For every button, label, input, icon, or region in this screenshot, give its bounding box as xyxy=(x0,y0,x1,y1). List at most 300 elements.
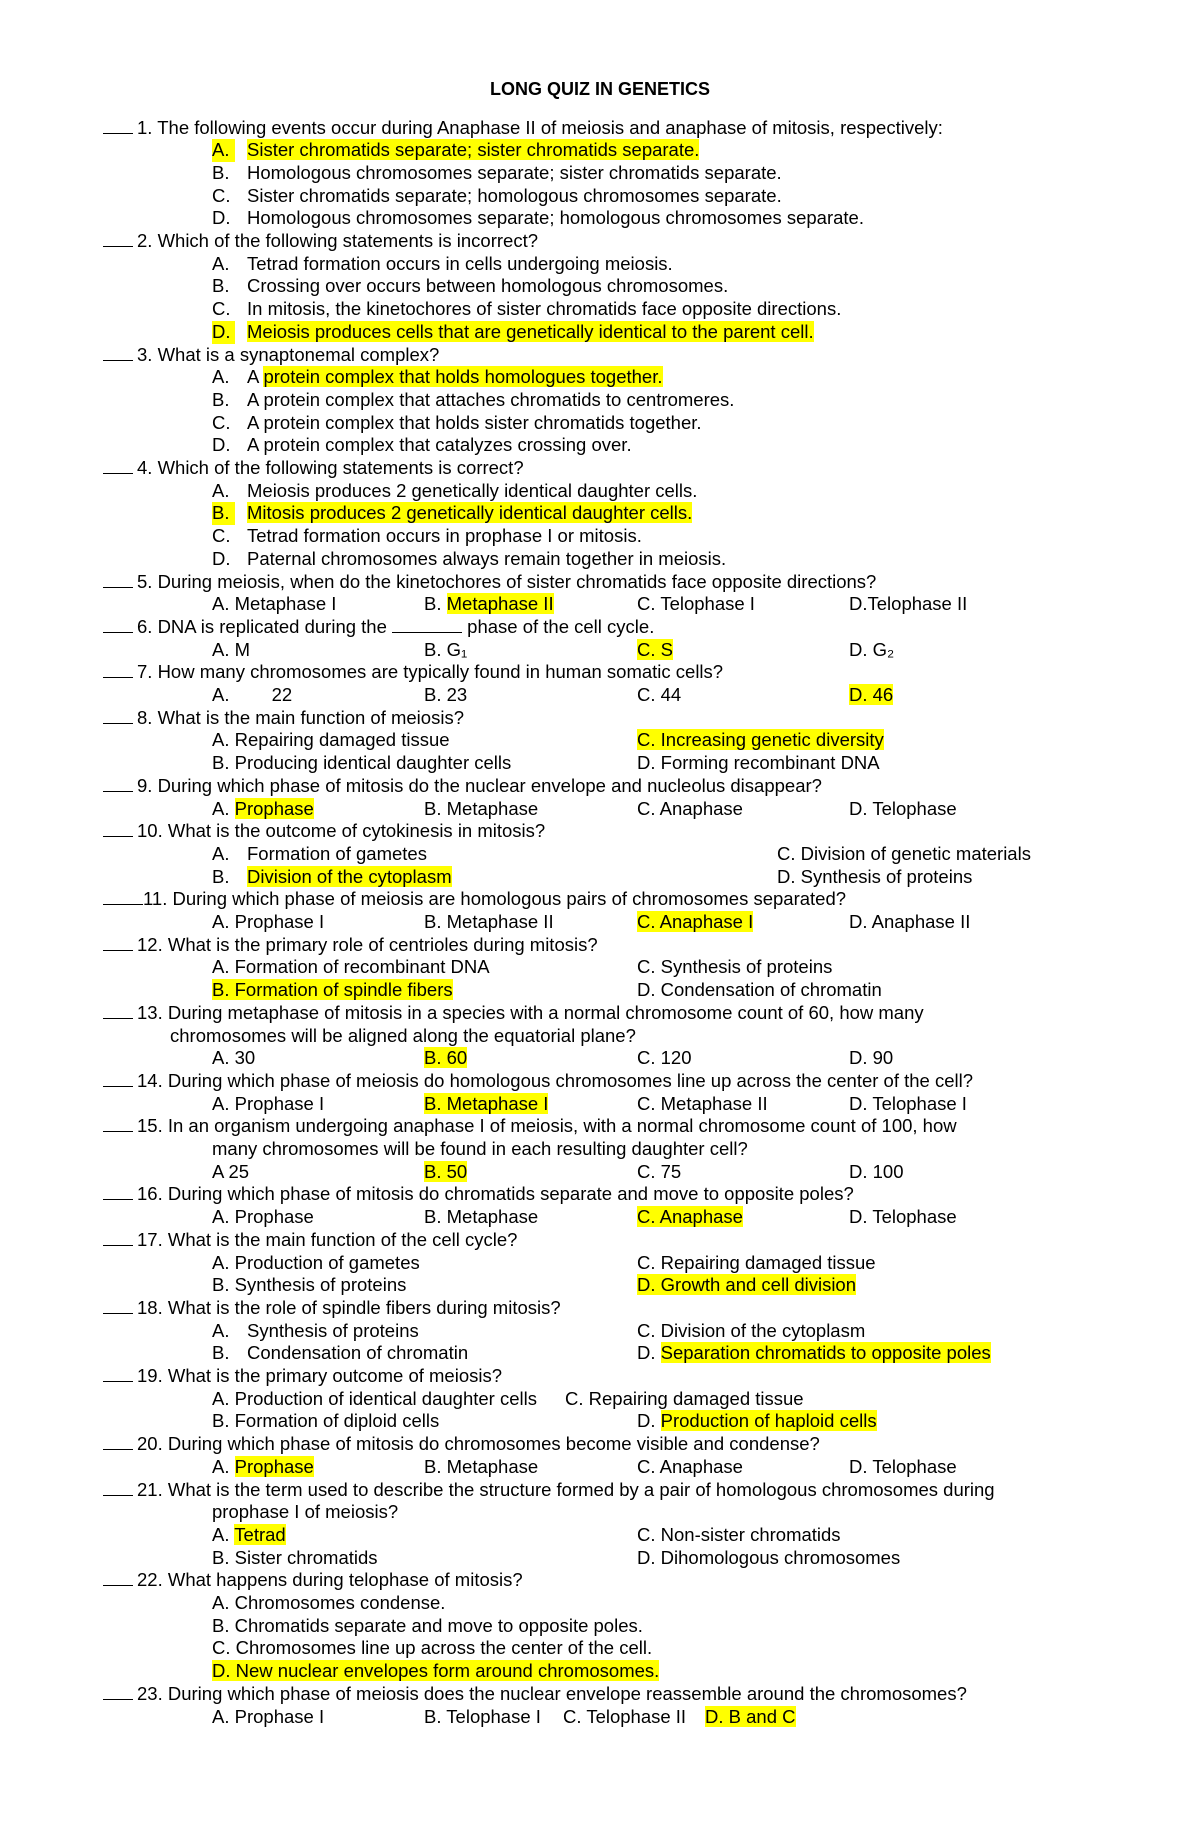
answer-option[interactable] xyxy=(424,684,467,707)
option-letter: D. xyxy=(212,321,235,344)
answer-option[interactable] xyxy=(212,1342,468,1365)
option-gap xyxy=(656,1274,661,1295)
question-text: 21. What is the term used to describe the structure formed by a pair of homologous chromosomes during xyxy=(137,1478,995,1500)
option-letter: C. xyxy=(637,1092,656,1114)
option-letter: B. xyxy=(424,1206,442,1228)
answer-option[interactable] xyxy=(424,1093,548,1116)
question-text: 4. Which of the following statements is correct? xyxy=(137,457,524,478)
answer-option[interactable] xyxy=(212,979,453,1002)
answer-option[interactable] xyxy=(424,911,554,934)
answer-blank[interactable] xyxy=(103,1480,133,1496)
answer-blank[interactable] xyxy=(103,617,133,633)
answer-option[interactable] xyxy=(637,1161,681,1184)
option-letter: A. xyxy=(212,1092,230,1114)
answer-option[interactable] xyxy=(637,1456,743,1479)
answer-option[interactable] xyxy=(637,979,882,1002)
option-letter: B. xyxy=(212,1546,230,1568)
option-letter: B. xyxy=(212,1274,230,1296)
answer-option[interactable] xyxy=(212,1706,324,1729)
answer-option[interactable] xyxy=(777,866,972,889)
quiz-line xyxy=(212,798,1200,821)
answer-option[interactable] xyxy=(212,412,702,433)
answer-option[interactable] xyxy=(212,639,250,662)
option-letter: C. xyxy=(777,842,796,864)
question-text: 9. During which phase of mitosis do the nuclear envelope and nucleolus disappear? xyxy=(137,774,822,796)
question-text: 19. What is the primary outcome of meiosis? xyxy=(137,1365,503,1386)
option-letter: B. xyxy=(424,1092,442,1114)
answer-option[interactable] xyxy=(849,593,967,616)
question-text: 10. What is the outcome of cytokinesis in mitosis? xyxy=(137,820,546,842)
quiz-line xyxy=(212,1547,1200,1570)
answer-option[interactable] xyxy=(637,1274,856,1297)
answer-option[interactable] xyxy=(212,593,336,616)
option-letter: A. xyxy=(212,1455,230,1477)
answer-option[interactable] xyxy=(212,798,314,821)
option-letter: B. xyxy=(212,502,235,525)
question-text: 14. During which phase of meiosis do homologous chromosomes line up across the center of the cell? xyxy=(137,1069,974,1091)
option-text: Metaphase II xyxy=(446,593,554,615)
answer-option[interactable] xyxy=(637,1252,876,1275)
answer-option[interactable] xyxy=(212,1274,406,1297)
option-text: Condensation of chromatin xyxy=(660,979,882,1001)
quiz-line xyxy=(103,344,439,367)
option-letter: C. xyxy=(637,1523,656,1545)
answer-option[interactable] xyxy=(212,275,728,296)
option-letter: B. xyxy=(212,979,230,1001)
option-text: Telophase I xyxy=(446,1705,541,1727)
option-text: Telophase xyxy=(872,797,957,819)
option-text: Homologous chromosomes separate; homologous chromosomes separate. xyxy=(247,207,864,229)
option-text: 100 xyxy=(872,1160,904,1182)
answer-option[interactable] xyxy=(424,1706,541,1729)
quiz-line xyxy=(103,1002,924,1025)
answer-blank[interactable] xyxy=(103,1684,133,1700)
option-text: Sister chromatids separate; sister chromatids separate. xyxy=(247,139,700,161)
option-letter: B. xyxy=(212,388,230,410)
option-text: Growth and cell division xyxy=(660,1274,857,1296)
option-letter: B. xyxy=(424,1455,442,1477)
option-gap xyxy=(231,1660,236,1681)
question-text: phase of the cell cycle. xyxy=(467,615,655,637)
answer-blank[interactable] xyxy=(103,776,133,792)
quiz-line xyxy=(212,911,1200,934)
answer-blank[interactable] xyxy=(103,889,143,905)
answer-option[interactable] xyxy=(637,1206,743,1229)
answer-option[interactable] xyxy=(849,639,894,662)
option-letter: C. xyxy=(637,1206,656,1228)
option-text: Metaphase I xyxy=(446,1092,549,1114)
answer-option[interactable] xyxy=(212,1660,659,1681)
answer-blank[interactable] xyxy=(103,708,133,724)
option-letter: B. xyxy=(424,911,442,932)
option-text: Prophase xyxy=(234,797,314,819)
answer-blank[interactable] xyxy=(103,458,133,474)
option-letter: D. xyxy=(705,1705,724,1727)
quiz-line xyxy=(103,820,545,843)
answer-option[interactable] xyxy=(849,1093,967,1116)
option-text: Metaphase xyxy=(446,797,539,819)
option-text: A protein complex that attaches chromatids to centromeres. xyxy=(247,388,735,410)
answer-option[interactable] xyxy=(212,389,734,410)
quiz-line xyxy=(103,571,876,594)
answer-option[interactable] xyxy=(849,1456,957,1479)
answer-option[interactable] xyxy=(849,1206,957,1229)
answer-option[interactable] xyxy=(212,729,450,752)
answer-option[interactable] xyxy=(212,162,782,183)
answer-option[interactable] xyxy=(212,1252,420,1275)
option-letter: D. xyxy=(212,547,231,569)
answer-blank[interactable] xyxy=(103,1071,133,1087)
option-letter: B. xyxy=(424,593,442,615)
answer-option[interactable] xyxy=(637,593,755,616)
answer-option[interactable] xyxy=(212,684,292,707)
option-letter: B. xyxy=(424,1160,442,1182)
option-letter: B. xyxy=(424,797,442,819)
answer-option[interactable] xyxy=(424,798,538,821)
question-text: 22. What happens during telophase of mitosis? xyxy=(137,1569,523,1591)
option-text: New nuclear envelopes form around chromosomes. xyxy=(235,1660,660,1682)
answer-blank[interactable] xyxy=(103,1116,133,1132)
option-letter: D. xyxy=(637,1546,656,1568)
quiz-line xyxy=(103,616,654,639)
question-text: 17. What is the main function of the cell cycle? xyxy=(137,1228,518,1250)
quiz-line xyxy=(212,525,642,548)
quiz-line xyxy=(103,457,524,480)
question-text: 3. What is a synaptonemal complex? xyxy=(137,343,440,365)
option-text: 75 xyxy=(660,1160,682,1182)
quiz-line xyxy=(212,1093,1200,1116)
option-letter: A. xyxy=(212,684,230,705)
option-text: Prophase xyxy=(234,1455,314,1477)
answer-option[interactable] xyxy=(637,1524,841,1547)
answer-blank[interactable] xyxy=(103,1184,133,1200)
answer-option[interactable] xyxy=(705,1706,796,1729)
answer-option[interactable] xyxy=(212,1592,445,1613)
quiz-line xyxy=(212,1615,643,1638)
answer-blank[interactable] xyxy=(103,118,133,134)
option-letter: C. xyxy=(637,638,656,660)
option-text: S xyxy=(660,638,673,660)
option-gap xyxy=(441,1047,446,1068)
answer-option[interactable] xyxy=(637,1547,900,1570)
quiz-line xyxy=(212,1138,748,1161)
quiz-line xyxy=(212,979,1200,1002)
option-text: A protein complex that catalyzes crossing over. xyxy=(247,434,632,456)
answer-option[interactable] xyxy=(212,956,490,979)
answer-blank[interactable] xyxy=(103,1366,133,1382)
quiz-line xyxy=(212,752,1200,775)
answer-option[interactable] xyxy=(637,729,884,752)
question-text: 20. During which phase of mitosis do chromosomes become visible and condense? xyxy=(137,1433,820,1455)
option-text: Mitosis produces 2 genetically identical daughter cells. xyxy=(247,502,693,524)
option-text: 44 xyxy=(660,684,682,705)
quiz-line xyxy=(103,888,846,911)
quiz-line xyxy=(212,729,1200,752)
answer-blank[interactable] xyxy=(103,1003,133,1019)
quiz-line xyxy=(103,1683,967,1706)
answer-option[interactable] xyxy=(212,866,452,889)
option-letter: C. xyxy=(565,1387,584,1409)
answer-option[interactable] xyxy=(424,1456,538,1479)
question-text: 12. What is the primary role of centrioles during mitosis? xyxy=(137,933,598,955)
option-gap xyxy=(868,684,873,705)
answer-option[interactable] xyxy=(849,684,893,707)
answer-option[interactable] xyxy=(212,321,814,342)
quiz-line xyxy=(212,1456,1200,1479)
quiz-line xyxy=(212,1637,652,1660)
answer-option[interactable] xyxy=(637,1320,865,1343)
quiz-line xyxy=(212,1274,1200,1297)
answer-option[interactable] xyxy=(212,1161,249,1184)
option-text: Metaphase II xyxy=(446,911,554,932)
option-letter: D. xyxy=(637,1410,656,1432)
quiz-line xyxy=(103,230,538,253)
answer-option[interactable] xyxy=(212,139,699,160)
option-letter: B. xyxy=(212,752,230,774)
quiz-line xyxy=(103,1070,973,1093)
question-text: 11. During which phase of meiosis are homologous pairs of chromosomes separated? xyxy=(143,888,847,910)
option-letter: D. xyxy=(849,1455,868,1477)
answer-option[interactable] xyxy=(212,525,642,546)
option-text: Synthesis of proteins xyxy=(800,865,973,887)
option-letter: C. xyxy=(212,184,231,206)
question-text: 8. What is the main function of meiosis? xyxy=(137,706,464,728)
answer-option[interactable] xyxy=(212,185,782,206)
answer-option[interactable] xyxy=(212,480,697,501)
question-text: 15. In an organism undergoing anaphase I of meiosis, with a normal chromosome count of 100, how xyxy=(137,1115,957,1137)
answer-option[interactable] xyxy=(212,911,324,934)
answer-option[interactable] xyxy=(424,1161,467,1184)
option-text: Crossing over occurs between homologous chromosomes. xyxy=(247,275,729,297)
option-letter: D. xyxy=(777,865,796,887)
answer-option[interactable] xyxy=(212,1047,255,1070)
option-letter: D. xyxy=(849,1092,868,1114)
option-text: Repairing damaged tissue xyxy=(588,1387,804,1409)
option-text: Repairing damaged tissue xyxy=(660,1251,876,1273)
answer-option[interactable] xyxy=(777,843,1031,866)
answer-option[interactable] xyxy=(637,911,753,934)
option-letter: A. xyxy=(212,479,230,501)
answer-option[interactable] xyxy=(637,752,880,775)
option-text: 120 xyxy=(660,1047,692,1069)
answer-blank[interactable] xyxy=(103,1434,133,1450)
quiz-line xyxy=(212,1410,1200,1433)
answer-blank[interactable] xyxy=(103,572,133,588)
answer-option[interactable] xyxy=(424,593,554,616)
answer-option[interactable] xyxy=(212,1547,378,1570)
answer-option[interactable] xyxy=(212,548,726,569)
option-letter: A. xyxy=(212,842,230,864)
answer-option[interactable] xyxy=(424,1206,538,1229)
option-gap xyxy=(656,729,661,750)
answer-blank[interactable] xyxy=(103,935,133,951)
question-text: 5. During meiosis, when do the kinetochores of sister chromatids face opposite directions? xyxy=(137,570,877,592)
option-letter: C. xyxy=(637,1047,656,1069)
answer-option[interactable] xyxy=(212,253,673,274)
option-letter: D. xyxy=(849,638,868,660)
option-text: Sister chromatids separate; homologous chromosomes separate. xyxy=(247,184,782,206)
answer-option[interactable] xyxy=(424,1047,467,1070)
option-letter: A. xyxy=(212,366,230,388)
answer-option[interactable] xyxy=(212,1615,643,1636)
answer-option[interactable] xyxy=(212,434,632,455)
answer-option[interactable] xyxy=(637,1342,991,1365)
option-letter: B. xyxy=(424,1705,442,1727)
answer-option[interactable] xyxy=(212,502,692,523)
option-text: 50 xyxy=(446,1160,468,1182)
option-gap xyxy=(656,639,661,660)
option-text: Prophase xyxy=(234,1206,314,1228)
option-letter: D. xyxy=(212,434,231,456)
question-text: 2. Which of the following statements is incorrect? xyxy=(137,230,539,251)
option-text: Homologous chromosomes separate; sister chromatids separate. xyxy=(247,161,782,183)
option-text: Increasing genetic diversity xyxy=(660,729,884,751)
option-text: Anaphase I xyxy=(659,911,754,932)
option-text: 60 xyxy=(446,1047,468,1069)
answer-option[interactable] xyxy=(849,911,970,934)
option-letter: A. xyxy=(212,1387,230,1409)
option-text: Anaphase xyxy=(659,1455,743,1477)
option-text: Metaphase xyxy=(446,1455,539,1477)
option-letter: D. xyxy=(849,1206,868,1228)
option-letter: A. xyxy=(212,252,230,274)
answer-blank[interactable] xyxy=(103,231,133,247)
option-letter: C. xyxy=(637,729,656,751)
quiz-line xyxy=(212,639,1200,662)
answer-option[interactable] xyxy=(637,639,673,662)
answer-option[interactable] xyxy=(212,1320,419,1343)
option-letter: B. xyxy=(424,1047,442,1069)
answer-option[interactable] xyxy=(212,1456,314,1479)
answer-option[interactable] xyxy=(849,798,957,821)
option-text: Meiosis produces cells that are genetically identical to the parent cell. xyxy=(247,320,814,342)
answer-option[interactable] xyxy=(212,843,427,866)
option-text: 22 xyxy=(271,684,293,705)
option-text: Separation chromatids to opposite poles xyxy=(660,1342,991,1364)
option-letter: C. xyxy=(637,593,656,615)
answer-blank[interactable] xyxy=(103,1570,133,1586)
answer-option[interactable] xyxy=(849,1161,904,1184)
option-text: Chromosomes line up across the center of the cell. xyxy=(235,1637,653,1659)
answer-option[interactable] xyxy=(637,1093,768,1116)
option-text: 23 xyxy=(446,684,468,705)
quiz-line xyxy=(212,1320,1200,1343)
answer-option[interactable] xyxy=(424,639,467,662)
option-letter: D. xyxy=(637,1274,656,1296)
option-gap xyxy=(656,911,660,932)
answer-blank[interactable] xyxy=(103,662,133,678)
answer-option[interactable] xyxy=(212,752,511,775)
option-letter: A. xyxy=(212,797,230,819)
option-letter: C. xyxy=(637,911,656,932)
quiz-line xyxy=(212,185,782,208)
quiz-line xyxy=(212,298,841,321)
option-gap xyxy=(229,979,234,1000)
option-text: Tetrad formation occurs in cells undergoing meiosis. xyxy=(247,252,673,274)
quiz-line xyxy=(212,548,726,571)
option-text: Production of identical daughter cells xyxy=(234,1387,537,1409)
answer-option[interactable] xyxy=(565,1388,804,1411)
quiz-line xyxy=(212,389,734,412)
quiz-line xyxy=(103,117,943,140)
option-letter: D. xyxy=(637,752,656,774)
option-text: Prophase I xyxy=(234,1705,325,1727)
answer-option[interactable] xyxy=(212,1206,314,1229)
question-text: 1. The following events occur during Anaphase II of meiosis and anaphase of mitosis, respectively: xyxy=(137,116,943,138)
answer-option[interactable] xyxy=(212,1388,537,1411)
quiz-line xyxy=(103,1365,502,1388)
option-text: Non-sister chromatids xyxy=(660,1523,841,1545)
option-text: Telophase II xyxy=(586,1705,687,1727)
answer-option[interactable] xyxy=(212,207,864,228)
quiz-line xyxy=(212,593,1200,616)
quiz-line xyxy=(212,843,1200,866)
answer-option[interactable] xyxy=(212,366,663,387)
answer-option[interactable] xyxy=(637,1047,692,1070)
answer-blank[interactable] xyxy=(103,1230,133,1246)
answer-option[interactable] xyxy=(212,1093,324,1116)
quiz-line xyxy=(212,1342,1200,1365)
option-letter: A. xyxy=(212,1251,230,1273)
quiz-line xyxy=(212,275,728,298)
answer-option[interactable] xyxy=(212,1524,286,1547)
option-text: Synthesis of proteins xyxy=(247,1319,419,1341)
option-text: Division of genetic materials xyxy=(800,842,1031,864)
option-text: M xyxy=(234,638,251,660)
answer-option[interactable] xyxy=(637,956,832,979)
option-gap xyxy=(656,1206,660,1227)
option-text: A xyxy=(247,366,259,388)
quiz-line xyxy=(103,707,464,730)
answer-option[interactable] xyxy=(849,1047,893,1070)
option-text: Formation of gametes xyxy=(247,842,427,864)
option-text: Prophase I xyxy=(234,911,325,932)
option-letter: A. xyxy=(212,956,230,978)
option-letter: A. xyxy=(212,729,230,751)
quiz-line xyxy=(103,1297,561,1320)
question-text: chromosomes will be aligned along the equatorial plane? xyxy=(170,1024,636,1046)
answer-option[interactable] xyxy=(212,1410,439,1433)
answer-option[interactable] xyxy=(637,798,743,821)
option-letter: D. xyxy=(849,797,868,819)
answer-option[interactable] xyxy=(637,1410,877,1433)
quiz-line xyxy=(212,1524,1200,1547)
option-letter: B. xyxy=(424,684,442,705)
quiz-line xyxy=(212,207,864,230)
answer-option[interactable] xyxy=(563,1706,686,1729)
answer-option[interactable] xyxy=(212,1637,652,1658)
option-letter: A. xyxy=(212,139,235,162)
option-text: A protein complex that holds sister chromatids together. xyxy=(247,411,702,433)
option-letter: A. xyxy=(212,1592,230,1613)
quiz-line xyxy=(103,775,822,798)
answer-blank[interactable] xyxy=(103,1298,133,1314)
quiz-line xyxy=(212,139,699,162)
option-letter: D. xyxy=(212,207,231,229)
quiz-line xyxy=(103,1183,854,1206)
quiz-line xyxy=(212,1252,1200,1275)
quiz-line xyxy=(212,162,782,185)
question-text: many chromosomes will be found in each resulting daughter cell? xyxy=(212,1138,748,1159)
quiz-line xyxy=(212,253,673,276)
quiz-line xyxy=(212,1592,445,1615)
answer-option[interactable] xyxy=(212,298,841,319)
answer-blank[interactable] xyxy=(103,821,133,837)
answer-option[interactable] xyxy=(637,684,681,707)
option-letter: D. xyxy=(212,1660,231,1682)
option-letter: D. xyxy=(849,911,868,932)
answer-blank[interactable] xyxy=(103,345,133,361)
